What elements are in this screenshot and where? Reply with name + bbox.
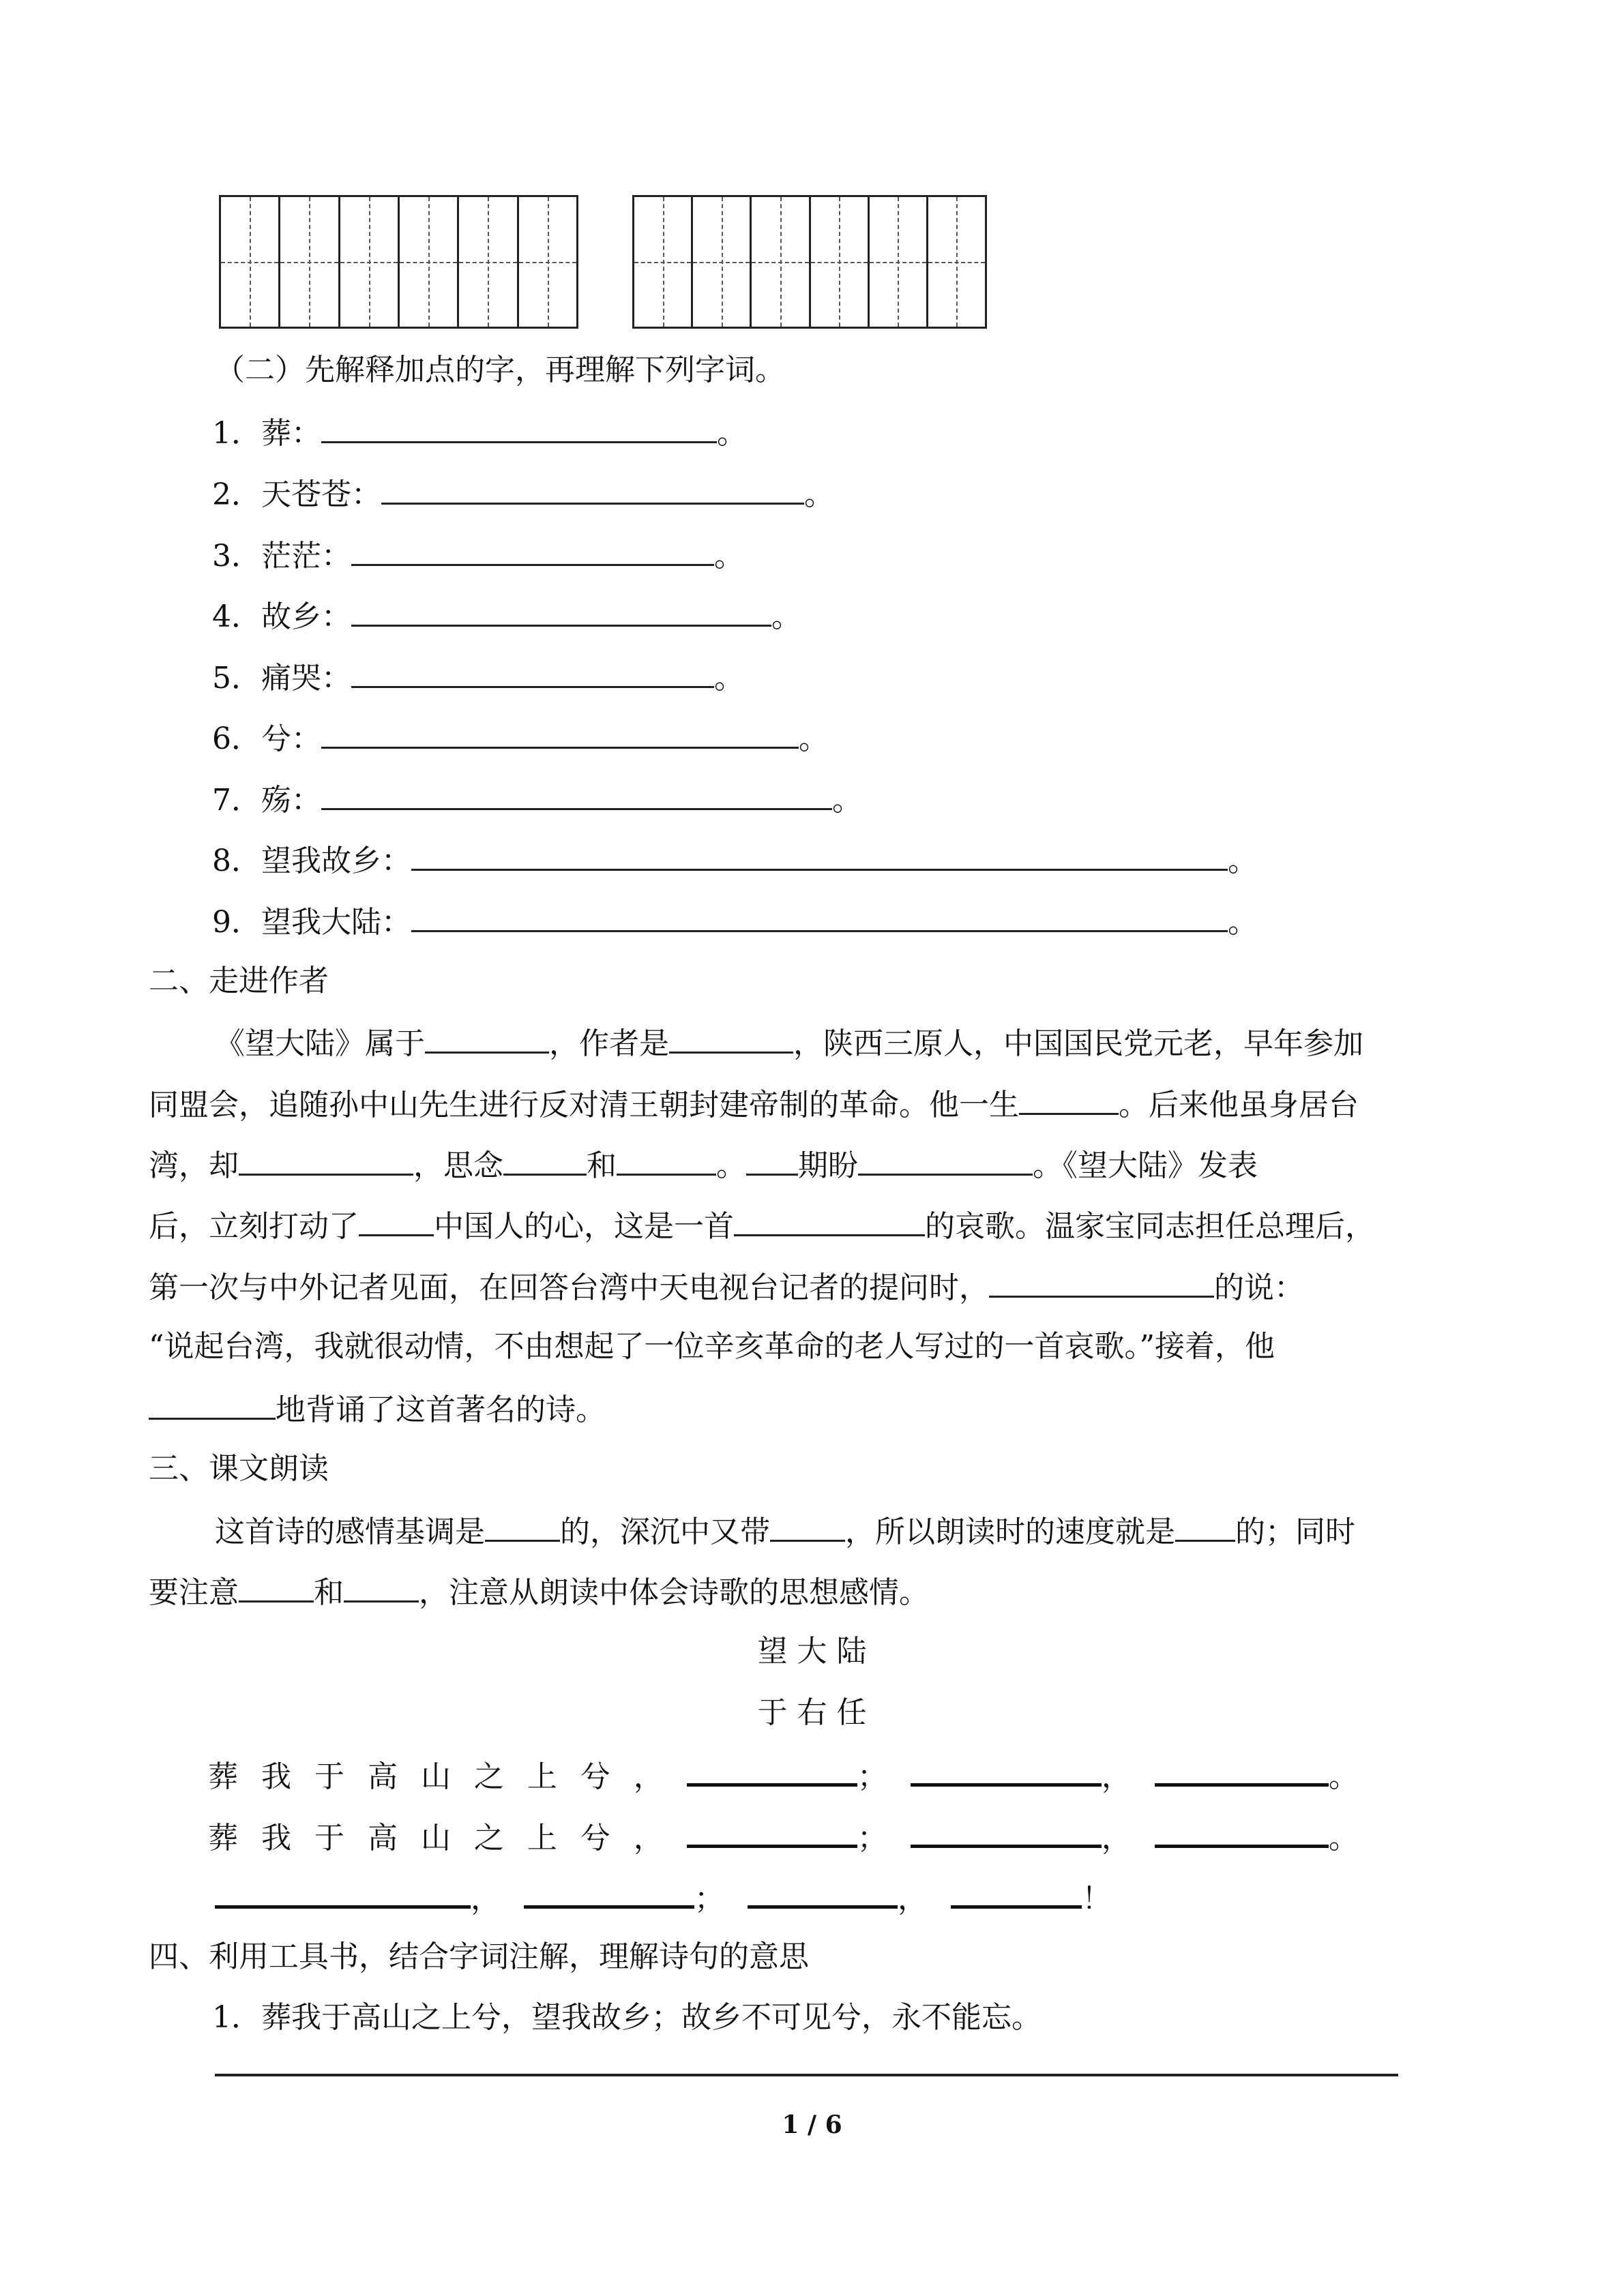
vocab-item-9: 9．望我大陆： 。: [212, 900, 1258, 943]
answer-blank[interactable]: [321, 411, 717, 443]
answer-blank[interactable]: [770, 1510, 845, 1542]
answer-blank[interactable]: [359, 1204, 434, 1236]
answer-blank[interactable]: [989, 1266, 1214, 1298]
answer-blank[interactable]: [911, 1815, 1102, 1848]
answer-blank[interactable]: [669, 1022, 793, 1054]
answer-blank[interactable]: [951, 1875, 1082, 1909]
answer-blank[interactable]: [1155, 1815, 1329, 1848]
answer-blank[interactable]: [149, 1388, 276, 1420]
quote-line: “说起台湾，我就很动情，不由想起了一位辛亥革命的老人写过的一首哀歌。”接着，他: [149, 1329, 1275, 1364]
paragraph-line: 后，立刻打动了 中国人的心，这是一首 的哀歌。温家宝同志担任总理后，: [149, 1204, 1375, 1247]
section-title: （二）先解释加点的字，再理解下列字词。: [215, 353, 785, 387]
paragraph-line: 湾，却 ，思念 和 。 期盼 。《望大陆》发表: [149, 1144, 1258, 1187]
vocab-item-2: 2．天苍苍： 。: [212, 473, 834, 516]
answer-blank[interactable]: [425, 1022, 549, 1054]
grid-cell[interactable]: [519, 197, 576, 327]
paragraph-line: 这首诗的感情基调是 的，深沉中又带 ，所以朗读时的速度就是 的；同时: [215, 1510, 1355, 1553]
answer-blank[interactable]: [321, 717, 799, 749]
poem-author: 于 右 任: [757, 1695, 867, 1730]
poem-title: 望 大 陆: [757, 1634, 867, 1669]
vocab-label: 5．痛哭：: [212, 661, 351, 696]
poem-line-3: ， ； ， ！: [215, 1875, 1119, 1920]
answer-blank[interactable]: [524, 1875, 694, 1909]
answer-blank[interactable]: [687, 1753, 857, 1787]
vocab-item-4: 4．故乡： 。: [212, 595, 801, 638]
vocab-item-8: 8．望我故乡： 。: [212, 839, 1258, 882]
poem-line-2: 葬 我 于 高 山 之 上 兮 ， ； ， 。: [208, 1815, 1365, 1859]
answer-blank[interactable]: [215, 1875, 471, 1909]
grid-cell[interactable]: [752, 197, 810, 327]
vocab-label: 7．殇：: [212, 783, 321, 818]
answer-blank[interactable]: [239, 1570, 314, 1602]
paragraph-line: 第一次与中外记者见面，在回答台湾中天电视台记者的提问时， 的说：: [149, 1266, 1304, 1309]
page-number: 1 / 6: [782, 2111, 842, 2139]
vocab-item-3: 3．茫茫： 。: [212, 534, 744, 577]
answer-blank[interactable]: [1175, 1510, 1235, 1542]
vocab-item-6: 6．兮： 。: [212, 717, 829, 760]
paragraph-line: 《望大陆》属于 ，作者是 ，陕西三原人，中国国民党元老，早年参加: [215, 1022, 1363, 1064]
vocab-item-7: 7．殇： 。: [212, 778, 862, 821]
paragraph-line: 要注意 和 ，注意从朗读中体会诗歌的思想感情。: [149, 1570, 929, 1613]
paragraph-line: 同盟会，追随孙中山先生进行反对清王朝封建帝制的革命。他一生 。后来他虽身居台: [149, 1083, 1359, 1126]
answer-line[interactable]: [215, 2074, 1398, 2076]
vocab-label: 2．天苍苍：: [212, 477, 381, 512]
paragraph-line: 地背诵了这首著名的诗。: [149, 1388, 606, 1431]
vocab-label: 1．葬：: [212, 416, 321, 451]
answer-blank[interactable]: [746, 1144, 798, 1176]
grid-cell[interactable]: [634, 197, 693, 327]
writing-grid-left[interactable]: [219, 195, 578, 329]
answer-blank[interactable]: [351, 656, 714, 688]
answer-blank[interactable]: [1155, 1753, 1329, 1787]
poem-line-1: 葬 我 于 高 山 之 上 兮 ， ； ， 。: [208, 1753, 1365, 1798]
answer-blank[interactable]: [748, 1875, 898, 1909]
answer-blank[interactable]: [485, 1510, 560, 1542]
answer-blank[interactable]: [1019, 1083, 1119, 1115]
vocab-label: 6．兮：: [212, 721, 321, 756]
grid-cell[interactable]: [811, 197, 870, 327]
answer-blank[interactable]: [858, 1144, 1033, 1176]
grid-cell[interactable]: [221, 197, 280, 327]
answer-blank[interactable]: [239, 1144, 413, 1176]
section-heading-3: 三、课文朗读: [149, 1451, 329, 1486]
answer-blank[interactable]: [411, 900, 1228, 932]
grid-cell[interactable]: [928, 197, 985, 327]
question-item-1: 1．葬我于高山之上兮，望我故乡；故乡不可见兮，永不能忘。: [212, 2000, 1042, 2035]
answer-blank[interactable]: [411, 839, 1228, 871]
vocab-item-1: 1．葬： 。: [212, 411, 747, 454]
grid-cell[interactable]: [870, 197, 928, 327]
vocab-label: 3．茫茫：: [212, 539, 351, 573]
grid-cell[interactable]: [693, 197, 752, 327]
answer-blank[interactable]: [617, 1144, 716, 1176]
grid-cell[interactable]: [459, 197, 518, 327]
answer-blank[interactable]: [911, 1753, 1102, 1787]
section-heading-2: 二、走进作者: [149, 964, 329, 998]
answer-blank[interactable]: [381, 473, 804, 505]
answer-blank[interactable]: [503, 1144, 587, 1176]
answer-blank[interactable]: [687, 1815, 857, 1848]
answer-blank[interactable]: [351, 595, 771, 627]
vocab-label: 4．故乡：: [212, 599, 351, 634]
answer-blank[interactable]: [344, 1570, 419, 1602]
writing-grid-right[interactable]: [632, 195, 987, 329]
vocab-label: 8．望我故乡：: [212, 844, 411, 878]
section-heading-4: 四、利用工具书，结合字词注解，理解诗句的意思: [149, 1939, 809, 1974]
answer-blank[interactable]: [734, 1204, 925, 1236]
answer-blank[interactable]: [321, 778, 832, 810]
vocab-label: 9．望我大陆：: [212, 905, 411, 940]
grid-cell[interactable]: [400, 197, 459, 327]
answer-blank[interactable]: [351, 534, 714, 566]
grid-cell[interactable]: [280, 197, 340, 327]
vocab-item-5: 5．痛哭： 。: [212, 656, 744, 699]
grid-cell[interactable]: [340, 197, 400, 327]
